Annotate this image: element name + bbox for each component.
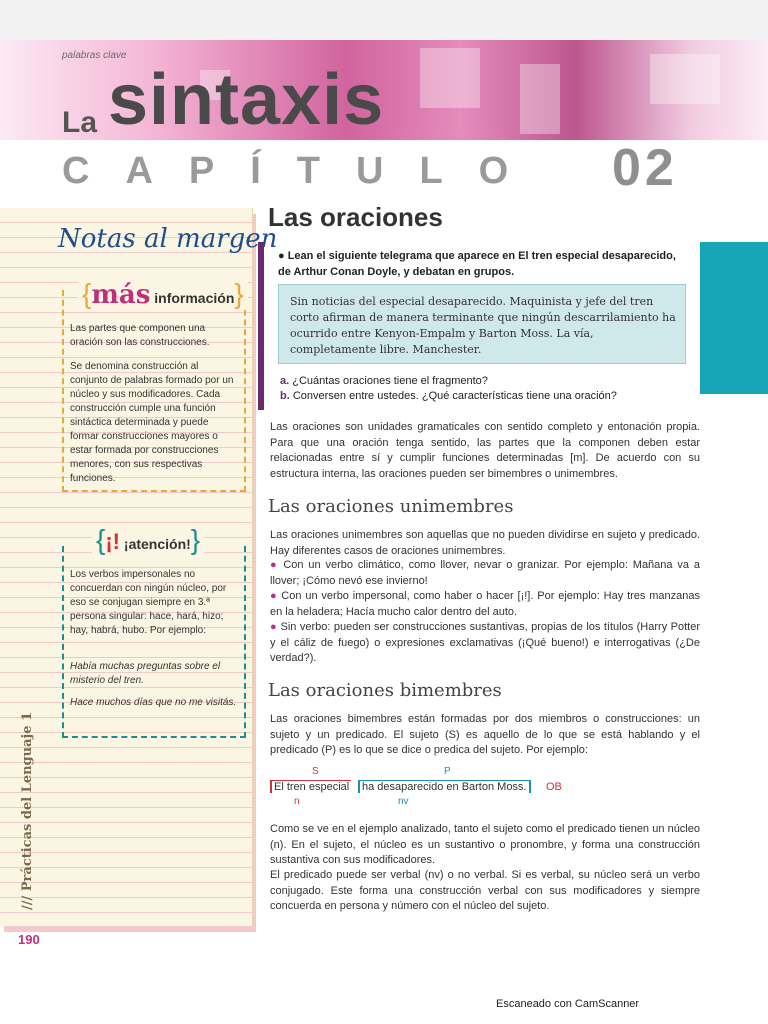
question-a: a. ¿Cuántas oraciones tiene el fragmento? (280, 375, 488, 387)
atencion-text: Los verbos impersonales no concuerdan con ningún núcleo, por eso se conjugan siempre en 3.ª persona singular: hace, hará, hizo; hay, habrá, hubo. Por ejemplo: (70, 569, 227, 636)
heading-unimembres: Las oraciones unimembres (268, 496, 514, 517)
exclamation-icon: ¡! (105, 529, 121, 554)
mas-info-text-1: Las partes que componen una oración son las construcciones. (70, 323, 210, 348)
unimembres-bullet-3: ● Sin verbo: pueden ser construcciones sustantivas, propias de los títulos (Harry Potter y el cáliz de fuego) o expresiones exclamativas (¡Qué bueno!) e interrogativas (¿De verdad?). (270, 621, 700, 664)
margin-notes-title: Notas al margen (58, 224, 278, 254)
bullet-icon: ● (278, 250, 288, 262)
chapter-title: sintaxis (108, 60, 385, 140)
scanner-watermark: Escaneado con CamScanner (496, 998, 640, 1010)
book-title-vertical: /// Prácticas del Lenguaje 1 (20, 711, 35, 910)
section-title: Las oraciones (268, 202, 443, 232)
atencion-heading: {¡! ¡atención!} (92, 524, 204, 556)
top-scan-margin (0, 0, 768, 40)
unimembres-bullet-2: ● Con un verbo impersonal, como haber o hacer [¡!]. Por ejemplo: Hay tres manzanas en la heladera; Hacía mucho calor dentro del auto. (270, 590, 701, 618)
ob-label: OB (546, 781, 562, 793)
heading-bimembres: Las oraciones bimembres (268, 680, 502, 701)
question-b: b. Conversen entre ustedes. ¿Qué características tiene una oración? (280, 390, 617, 402)
nucleus-label: n (294, 796, 300, 807)
unimembres-bullet-1: ● Con un verbo climático, como llover, nevar o granizar. Por ejemplo: Mañana va a llover; ¡Cómo nevó ese invierno! (270, 559, 700, 587)
final-paragraph-1: Como se ve en el ejemplo analizado, tanto el sujeto como el predicado tienen un núcleo (n). En el sujeto, el núcleo es un sustantivo o pronombre, y forma una construcción sustantiva con sus modificadores. (270, 823, 700, 866)
chapter-label: CAPÍTULO (62, 150, 545, 192)
activity-intro: ● Lean el siguiente telegrama que aparece en El tren especial desaparecido, de Arthur Conan Doyle, y debatan en grupos. (278, 250, 676, 278)
bimembres-paragraph: Las oraciones bimembres están formadas por dos miembros o construcciones: un sujeto y un predicado. El sujeto (S) es aquello de lo que se está hablando y el predicado (P) es lo que se dice o predica del sujeto. Por ejemplo: (270, 713, 700, 756)
mas-informacion-heading: {más información} (78, 278, 248, 310)
subject-label: S (312, 766, 319, 777)
atencion-example-1: Había muchas preguntas sobre el misterio del tren. (70, 661, 221, 686)
atencion-example-2: Hace muchos días que no me visitás. (70, 697, 237, 708)
verbal-nucleus-label: nv (398, 796, 409, 807)
predicate-label: P (444, 766, 451, 777)
final-paragraph-2: El predicado puede ser verbal (nv) o no verbal. Si es verbal, su núcleo será un verbo conjugado. Este forma una construcción verbal con sus modificadores y siempre concuerda en persona y número con el núcleo del sujeto. (270, 869, 700, 912)
section-tag: palabras clave (62, 50, 127, 61)
telegram-text: Sin noticias del especial desaparecido. Maquinista y jefe del tren corto afirman de manera terminante que ningún descarrilamiento ha ocurrido entre Kenyon-Empalm y Barton Moss. La vía, completamente libre. Manchester. (290, 295, 676, 356)
mas-info-text-2: Se denomina construcción al conjunto de palabras formado por un núcleo y sus modificadores. Cada construcción cumple una función sintáctica determinada y puede formar construcciones mayores o estar formada por construcciones menores, con sus respectivas funciones. (70, 361, 234, 484)
example-predicate: ha desaparecido en Barton Moss. (358, 780, 531, 793)
example-subject: El tren especial (270, 780, 351, 793)
unimembres-paragraph: Las oraciones unimembres son aquellas que no pueden dividirse en sujeto y predicado. Hay diferentes casos de oraciones unimembres. (270, 529, 700, 557)
chapter-number: 02 (612, 139, 678, 197)
intro-paragraph: Las oraciones son unidades gramaticales con sentido completo y entonación propia. Para que una oración tenga sentido, las partes que la componen deben estar relacionadas entre sí y cumplir funciones determinadas [m]. De acuerdo con su estructura interna, las oraciones pueden ser bimembres o unimembres. (270, 421, 700, 480)
activity-side-tab (700, 242, 768, 394)
mas-icon: más (91, 280, 151, 310)
chapter-title-article: La (62, 106, 98, 139)
page-number: 190 (18, 932, 40, 947)
